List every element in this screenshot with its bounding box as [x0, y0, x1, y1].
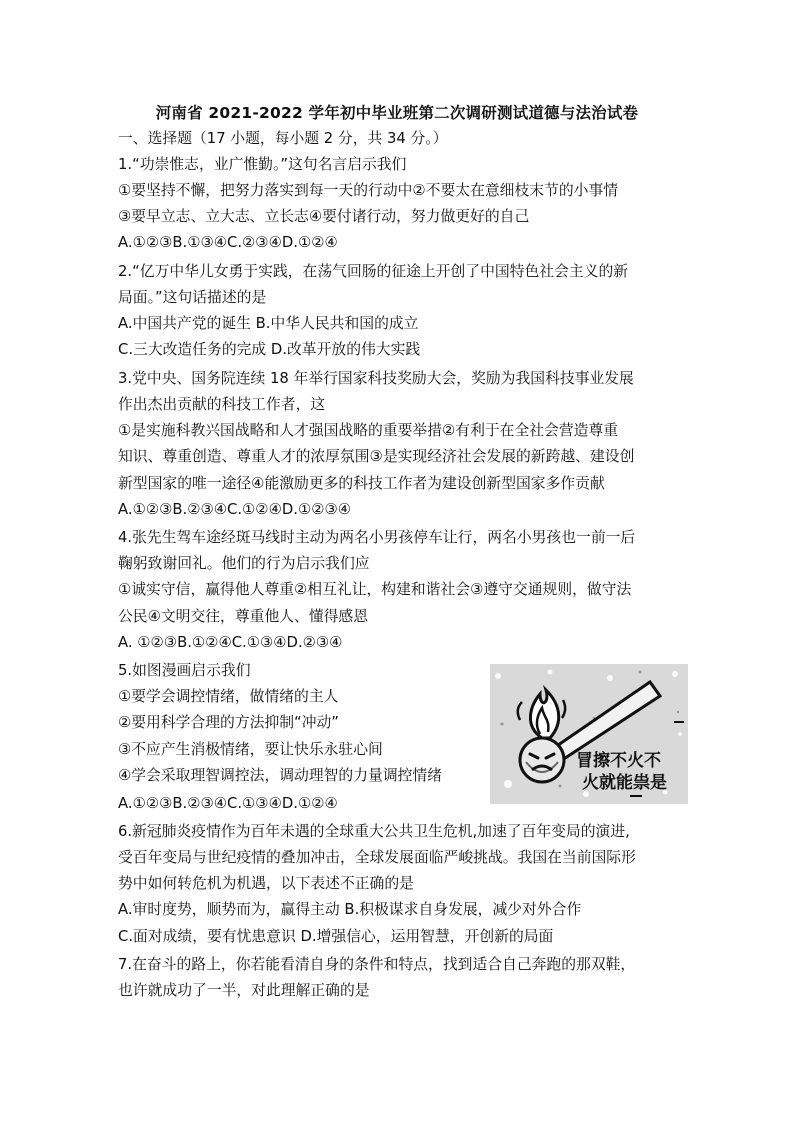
question-3-statements-line2: 知识、尊重创造、尊重人才的浓厚氛围③是实现经济社会发展的新跨越、建设创	[118, 448, 635, 465]
question-4-stem-line2: 鞠躬致谢回礼。他们的行为启示我们应	[118, 555, 370, 572]
question-6-stem-line2: 受百年变局与世纪疫情的叠加冲击，全球发展面临严峻挑战。我国在当前国际形	[118, 849, 636, 866]
question-4-statements-line2: 公民④文明交往，尊重他人、懂得感恩	[118, 608, 369, 625]
question-1-statements-line2: ③要早立志、立大志、立长志④要付诸行动，努力做更好的自己	[118, 208, 530, 225]
question-3-statements-line3: 新型国家的唯一途径④能激励更多的科技工作者为建设创新型国家多作贡献	[118, 475, 605, 492]
match-head-face	[520, 738, 564, 782]
question-7-stem-line1: 7.在奋斗的路上，你若能看清自身的条件和特点，找到适合自己奔跑的那双鞋，	[118, 956, 636, 973]
question-5-statement-4: ④学会采取理智调控法，调动理智的力量调控情绪	[118, 767, 443, 784]
question-3-options: A.①②③B.②③④C.①②④D.①②③④	[118, 501, 352, 518]
question-5-statement-2: ②要用科学合理的方法抑制“冲动”	[118, 714, 339, 731]
question-2-options-line1: A.中国共产党的诞生 B.中华人民共和国的成立	[118, 315, 419, 332]
question-3-statements-line1: ①是实施科教兴国战略和人才强国战略的重要举措②有利于在全社会营造尊重	[118, 422, 619, 439]
cartoon-image	[490, 664, 688, 804]
question-7-stem-line2: 也许就成功了一半，对此理解正确的是	[118, 982, 370, 999]
question-1-statements-line1: ①要坚持不懈，把努力落实到每一天的行动中②不要太在意细枝末节的小事情	[118, 182, 619, 199]
question-2-options-line2: C.三大改造任务的完成 D.改革开放的伟大实践	[118, 341, 421, 358]
question-3-stem-line1: 3.党中央、国务院连续 18 年举行国家科技奖励大会，奖励为我国科技事业发展	[118, 370, 634, 387]
question-5-stem: 5.如图漫画启示我们	[118, 662, 251, 679]
exam-title: 河南省 2021-2022 学年初中毕业班第二次调研测试道德与法治试卷	[155, 104, 639, 122]
question-4-statements-line1: ①诚实守信，赢得他人尊重②相互礼让，构建和谐社会③遵守交通规则，做守法	[118, 581, 632, 598]
question-5-statement-3: ③不应产生消极情绪，要让快乐永驻心间	[118, 741, 383, 758]
question-1-stem: 1.“功崇惟志，业广惟勤。”这句名言启示我们	[118, 156, 407, 173]
question-5-options: A.①②③B.②③④C.①③④D.①②④	[118, 795, 338, 812]
question-2-stem-line1: 2.“亿万中华儿女勇于实践，在荡气回肠的征途上开创了中国特色社会主义的新	[118, 263, 629, 280]
section-heading: 一、选择题（17 小题，每小题 2 分，共 34 分。）	[118, 130, 448, 147]
question-6-options-line1: A.审时度势，顺势而为，赢得主动 B.积极谋求自身发展，减少对外合作	[118, 901, 582, 918]
question-2-stem-line2: 局面。”这句话描述的是	[118, 289, 267, 306]
cartoon-caption-line2: 火就能祟是	[582, 773, 667, 793]
question-6-stem-line3: 势中如何转危机为机遇，以下表述不正确的是	[118, 875, 414, 892]
question-1-options: A.①②③B.①③④C.②③④D.①②④	[118, 234, 338, 251]
cartoon-caption-line1: 冒擦不火不	[576, 751, 661, 771]
question-3-stem-line2: 作出杰出贡献的科技工作者，这	[118, 396, 326, 413]
question-4-options: A. ①②③B.①②④C.①③④D.②③④	[118, 634, 343, 651]
question-6-options-line2: C.面对成绩，要有忧患意识 D.增强信心，运用智慧，开创新的局面	[118, 928, 554, 945]
question-6-stem-line1: 6.新冠肺炎疫情作为百年未遇的全球重大公共卫生危机,加速了百年变局的演进,	[118, 823, 630, 840]
matchstick-cartoon-illustration	[490, 664, 688, 804]
question-5-statement-1: ①要学会调控情绪，做情绪的主人	[118, 688, 339, 705]
question-4-stem-line1: 4.张先生驾车途经斑马线时主动为两名小男孩停车让行，两名小男孩也一前一后	[118, 529, 636, 546]
